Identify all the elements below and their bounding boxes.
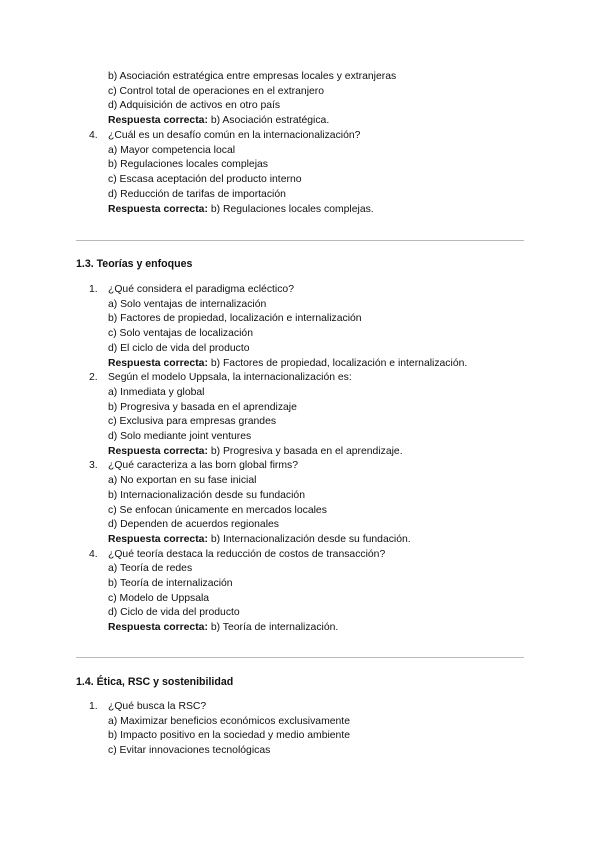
answer-line bbox=[0, 114, 600, 129]
option-line: b) Impacto positivo en la sociedad y medio ambiente bbox=[108, 730, 351, 742]
option-line: c) Control total de operaciones en el extranjero bbox=[108, 85, 325, 97]
question-line bbox=[0, 548, 600, 563]
answer-label: Respuesta correcta: bbox=[108, 203, 208, 215]
option-line: c) Solo ventajas de localización bbox=[108, 328, 253, 340]
option-line: c) Modelo de Uppsala bbox=[108, 592, 210, 604]
option-line: c) Evitar innovaciones tecnológicas bbox=[108, 745, 271, 757]
section-heading: 1.4. Ética, RSC y sostenibilidad bbox=[76, 676, 234, 688]
option-line: d) Adquisición de activos en otro país bbox=[108, 100, 281, 112]
option-line: d) Dependen de acuerdos regionales bbox=[108, 519, 279, 531]
option-line: c) Exclusiva para empresas grandes bbox=[108, 416, 277, 428]
answer-line bbox=[0, 203, 600, 218]
answer-label: Respuesta correcta: bbox=[108, 357, 208, 369]
question-number: 4. bbox=[89, 130, 98, 141]
answer-text: b) Internacionalización desde su fundación. bbox=[210, 533, 411, 545]
question-line bbox=[0, 459, 600, 474]
question-text: Según el modelo Uppsala, la internacionalización es: bbox=[108, 372, 352, 384]
answer-line bbox=[0, 357, 600, 372]
answer-text: b) Regulaciones locales complejas. bbox=[210, 203, 374, 215]
question-block bbox=[0, 283, 600, 636]
answer-line bbox=[0, 533, 600, 548]
question-block bbox=[0, 700, 600, 759]
option-line: b) Progresiva y basada en el aprendizaje bbox=[108, 401, 297, 413]
option-line: b) Regulaciones locales complejas bbox=[108, 159, 268, 171]
option-line: c) Se enfocan únicamente en mercados locales bbox=[108, 504, 327, 516]
question-number: 1. bbox=[89, 284, 98, 295]
option-line: a) Maximizar beneficios económicos exclusivamente bbox=[108, 715, 350, 727]
question-line bbox=[0, 129, 600, 144]
option-line: b) Teoría de internalización bbox=[108, 578, 233, 590]
option-line: d) Ciclo de vida del producto bbox=[108, 607, 240, 619]
option-line: a) Teoría de redes bbox=[108, 563, 193, 575]
option-line: b) Factores de propiedad, localización e internalización bbox=[108, 313, 362, 325]
option-line: a) Solo ventajas de internalización bbox=[108, 298, 267, 310]
section-heading: 1.3. Teorías y enfoques bbox=[76, 258, 193, 270]
option-line: d) Solo mediante joint ventures bbox=[108, 431, 252, 443]
option-line: c) Escasa aceptación del producto interno bbox=[108, 174, 302, 186]
question-number: 2. bbox=[89, 372, 98, 384]
option-line: b) Asociación estratégica entre empresas locales y extranjeras bbox=[108, 71, 397, 82]
question-number: 3. bbox=[89, 460, 98, 472]
answer-text: b) Factores de propiedad, localización e internalización. bbox=[210, 357, 468, 369]
answer-label: Respuesta correcta: bbox=[108, 445, 208, 457]
option-line: a) Inmediata y global bbox=[108, 386, 205, 398]
question-block-prev-3 bbox=[0, 70, 600, 129]
section-divider bbox=[76, 240, 524, 241]
answer-text: b) Progresiva y basada en el aprendizaje. bbox=[210, 445, 403, 457]
question-line bbox=[0, 371, 600, 386]
answer-line bbox=[0, 445, 600, 460]
option-line: a) Mayor competencia local bbox=[108, 144, 236, 156]
question-block-prev-4 bbox=[0, 129, 600, 217]
answer-text: b) Teoría de internalización. bbox=[210, 622, 339, 634]
question-text: ¿Qué busca la RSC? bbox=[108, 701, 207, 712]
option-line: d) Reducción de tarifas de importación bbox=[108, 188, 286, 200]
answer-label: Respuesta correcta: bbox=[108, 622, 208, 634]
answer-label: Respuesta correcta: bbox=[108, 533, 208, 545]
answer-text: b) Asociación estratégica. bbox=[210, 115, 330, 127]
section-divider bbox=[76, 657, 524, 658]
option-line: a) No exportan en su fase inicial bbox=[108, 475, 257, 487]
question-text: ¿Cuál es un desafío común en la internacionalización? bbox=[108, 130, 361, 141]
answer-label: Respuesta correcta: bbox=[108, 115, 208, 127]
answer-line bbox=[0, 621, 600, 636]
question-line bbox=[0, 700, 600, 715]
question-number: 1. bbox=[89, 701, 98, 712]
option-line: b) Internacionalización desde su fundación bbox=[108, 489, 305, 501]
option-line: d) El ciclo de vida del producto bbox=[108, 342, 250, 354]
question-number: 4. bbox=[89, 548, 98, 560]
question-text: ¿Qué caracteriza a las born global firms? bbox=[108, 460, 298, 472]
question-text: ¿Qué considera el paradigma ecléctico? bbox=[108, 284, 294, 295]
question-line bbox=[0, 283, 600, 298]
question-text: ¿Qué teoría destaca la reducción de costos de transacción? bbox=[108, 548, 386, 560]
